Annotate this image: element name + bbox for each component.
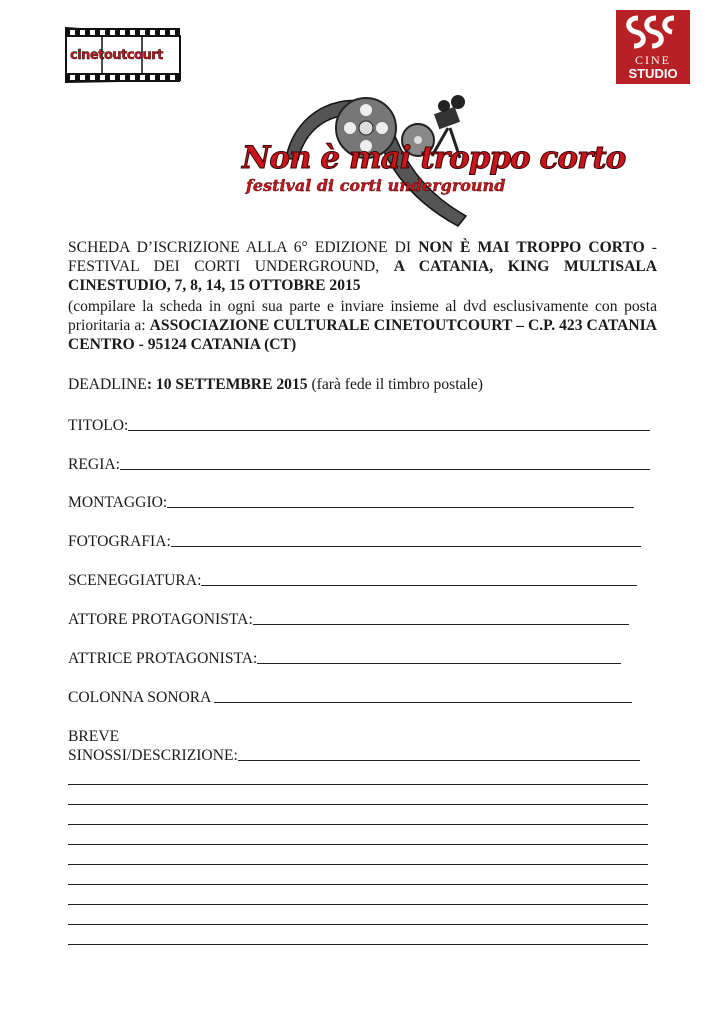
titolo-input-line[interactable] bbox=[128, 416, 650, 431]
field-label-regia: REGIA: bbox=[68, 456, 120, 473]
deadline-date: : 10 SETTEMBRE 2015 bbox=[146, 376, 308, 393]
field-label-breve: BREVE bbox=[68, 728, 120, 745]
field-attrice bbox=[68, 649, 621, 668]
description-line[interactable] bbox=[68, 804, 648, 805]
field-regia bbox=[68, 455, 650, 474]
festival-logo bbox=[236, 88, 626, 228]
description-line[interactable] bbox=[68, 884, 648, 885]
fotografia-input-line[interactable] bbox=[171, 532, 641, 547]
sceneggiatura-input-line[interactable] bbox=[201, 571, 637, 586]
festival-logo-title: Non è mai troppo corto bbox=[242, 140, 626, 176]
field-label-titolo: TITOLO: bbox=[68, 417, 129, 434]
deadline-line bbox=[68, 375, 657, 394]
field-attore bbox=[68, 610, 629, 629]
field-montaggio bbox=[68, 493, 634, 512]
deadline-note: (farà fede il timbro postale) bbox=[307, 376, 483, 393]
field-fotografia bbox=[68, 532, 641, 551]
attore-input-line[interactable] bbox=[253, 610, 629, 625]
postal-address: ASSOCIAZIONE CULTURALE CINETOUTCOURT – C.P. 423 CATANIA CENTRO - 95124 CATANIA (CT) bbox=[68, 317, 657, 353]
intro-text-c: - FESTIVAL DEI CORTI UNDERGROUND, bbox=[68, 239, 657, 275]
field-label-fotografia: FOTOGRAFIA: bbox=[68, 533, 171, 550]
deadline-label: DEADLINE bbox=[68, 376, 147, 393]
field-label-attrice: ATTRICE PROTAGONISTA: bbox=[68, 650, 258, 667]
instructions-paragraph bbox=[68, 297, 657, 354]
intro-text-a: SCHEDA D’ISCRIZIONE ALLA 6° EDIZIONE DI bbox=[68, 239, 419, 256]
field-label-sinossi: SINOSSI/DESCRIZIONE: bbox=[68, 747, 238, 764]
sinossi-input-line[interactable] bbox=[238, 746, 640, 761]
montaggio-input-line[interactable] bbox=[167, 493, 634, 508]
festival-logo-subtitle: festival di corti underground bbox=[246, 176, 506, 195]
description-line[interactable] bbox=[68, 944, 648, 945]
description-line[interactable] bbox=[68, 864, 648, 865]
description-line[interactable] bbox=[68, 844, 648, 845]
field-titolo bbox=[68, 416, 650, 435]
field-label-montaggio: MONTAGGIO: bbox=[68, 494, 168, 511]
description-line[interactable] bbox=[68, 924, 648, 925]
double-s-emblem-icon bbox=[616, 10, 690, 54]
field-label-colonna-sonora: COLONNA SONORA bbox=[68, 689, 215, 706]
cinestudio-word-studio: STUDIO bbox=[628, 66, 678, 81]
attrice-input-line[interactable] bbox=[257, 649, 621, 664]
festival-venue-dates: A CATANIA, KING MULTISALA CINESTUDIO, 7, 8, 14, 15 OTTOBRE 2015 bbox=[68, 258, 658, 294]
description-line[interactable] bbox=[68, 824, 648, 825]
instructions-text: (compilare la scheda in ogni sua parte e inviare insieme al dvd esclusivamente con posta prioritaria a: bbox=[68, 298, 657, 334]
description-line[interactable] bbox=[68, 904, 648, 905]
colonna-sonora-input-line[interactable] bbox=[214, 688, 632, 703]
cinetoutcourt-wordmark: cinetoutcourt bbox=[70, 48, 163, 63]
field-label-attore: ATTORE PROTAGONISTA: bbox=[68, 611, 253, 628]
regia-input-line[interactable] bbox=[120, 455, 650, 470]
cinetoutcourt-logo bbox=[62, 26, 186, 84]
intro-paragraph bbox=[68, 238, 657, 295]
field-colonna-sonora bbox=[68, 688, 632, 707]
field-sinossi bbox=[68, 746, 640, 765]
cinestudio-logo bbox=[616, 10, 690, 84]
field-sceneggiatura bbox=[68, 571, 637, 590]
cinestudio-word-cine: CINE bbox=[635, 53, 671, 67]
description-line[interactable] bbox=[68, 784, 648, 785]
festival-name: NON È MAI TROPPO CORTO bbox=[418, 239, 645, 256]
field-label-sceneggiatura: SCENEGGIATURA: bbox=[68, 572, 202, 589]
